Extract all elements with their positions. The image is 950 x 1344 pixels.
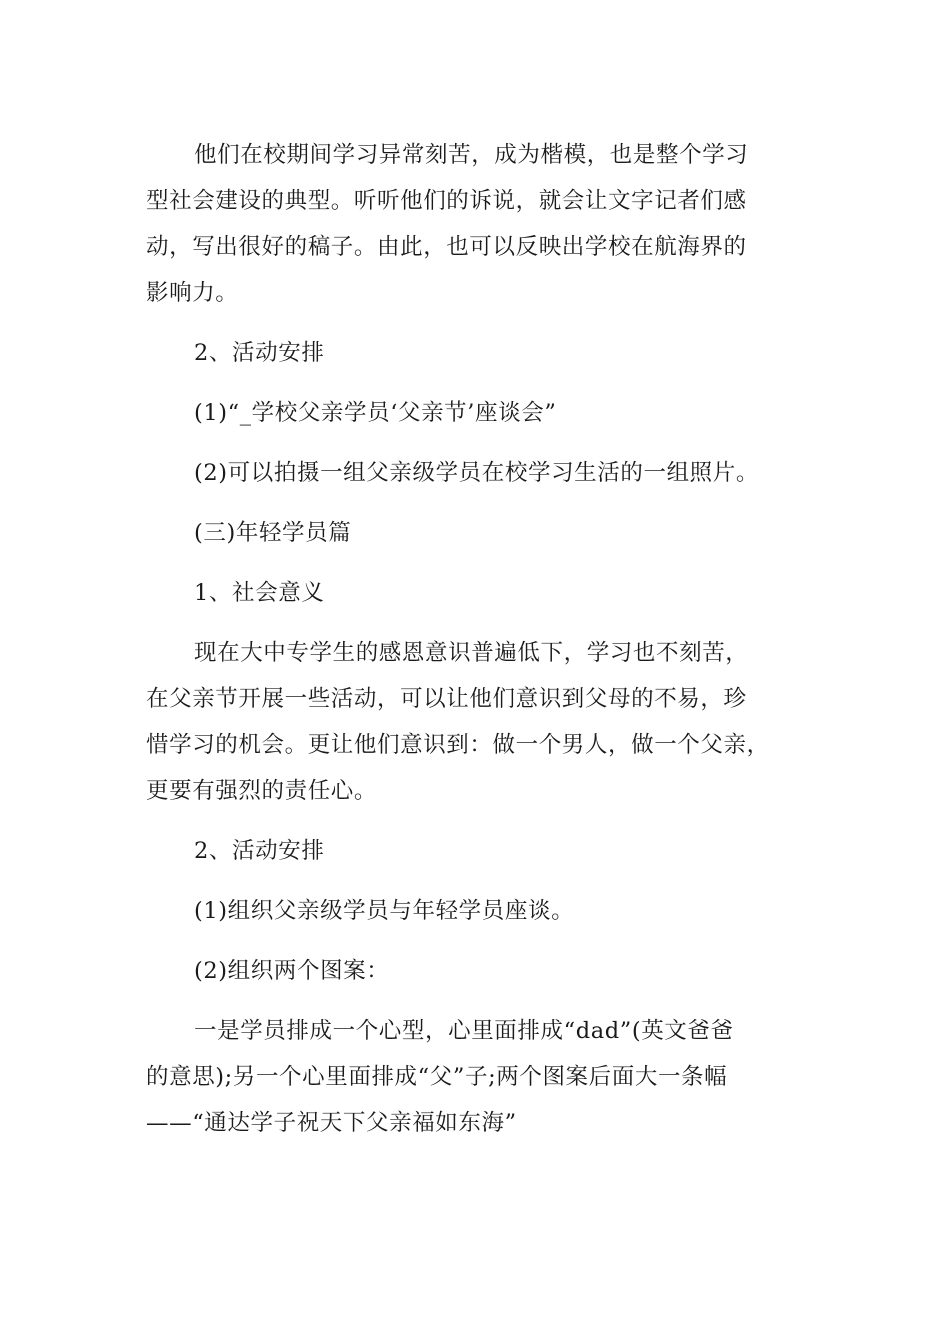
heading-young-students <box>146 510 806 556</box>
heading-activity-arrangement <box>146 330 806 376</box>
text-line: (1)“_学校父亲学员‘父亲节’座谈会” <box>194 400 557 426</box>
document-body <box>146 132 806 1146</box>
text-line: 动，写出很好的稿子。由此，也可以反映出学校在航海界的 <box>146 234 747 260</box>
heading-social-significance <box>146 570 806 616</box>
heading-activity-arrangement-2 <box>146 828 806 874</box>
text-line: 现在大中专学生的感恩意识普遍低下，学习也不刻苦， <box>194 640 749 666</box>
text-line: ——“通达学子祝天下父亲福如东海” <box>146 1110 517 1136</box>
text-line: 1、社会意义 <box>194 580 325 606</box>
text-line: 影响力。 <box>146 280 239 306</box>
text-line: 在父亲节开展一些活动，可以让他们意识到父母的不易，珍 <box>146 686 747 712</box>
list-item-two-patterns <box>146 948 806 994</box>
list-item-photos <box>146 450 806 496</box>
paragraph-graduates-example <box>146 132 806 316</box>
text-line: (三)年轻学员篇 <box>194 520 352 546</box>
text-line: 更要有强烈的责任心。 <box>146 778 378 804</box>
text-line: 的意思);另一个心里面排成“父”子;两个图案后面大一条幅 <box>146 1064 728 1090</box>
text-line: 型社会建设的典型。听听他们的诉说，就会让文字记者们感 <box>146 188 747 214</box>
paragraph-gratitude <box>146 630 806 814</box>
text-line: 2、活动安排 <box>194 838 325 864</box>
list-item-symposium <box>146 390 806 436</box>
text-line: (1)组织父亲级学员与年轻学员座谈。 <box>194 898 575 924</box>
text-line: 2、活动安排 <box>194 340 325 366</box>
text-line: 他们在校期间学习异常刻苦，成为楷模，也是整个学习 <box>194 142 749 168</box>
text-line: (2)可以拍摄一组父亲级学员在校学习生活的一组照片。 <box>194 460 759 486</box>
text-line: 一是学员排成一个心型，心里面排成“dad”(英文爸爸 <box>194 1018 734 1044</box>
list-item-organize-symposium <box>146 888 806 934</box>
paragraph-heart-pattern <box>146 1008 806 1146</box>
text-line: (2)组织两个图案： <box>194 958 390 984</box>
text-line: 惜学习的机会。更让他们意识到：做一个男人，做一个父亲， <box>146 732 770 758</box>
